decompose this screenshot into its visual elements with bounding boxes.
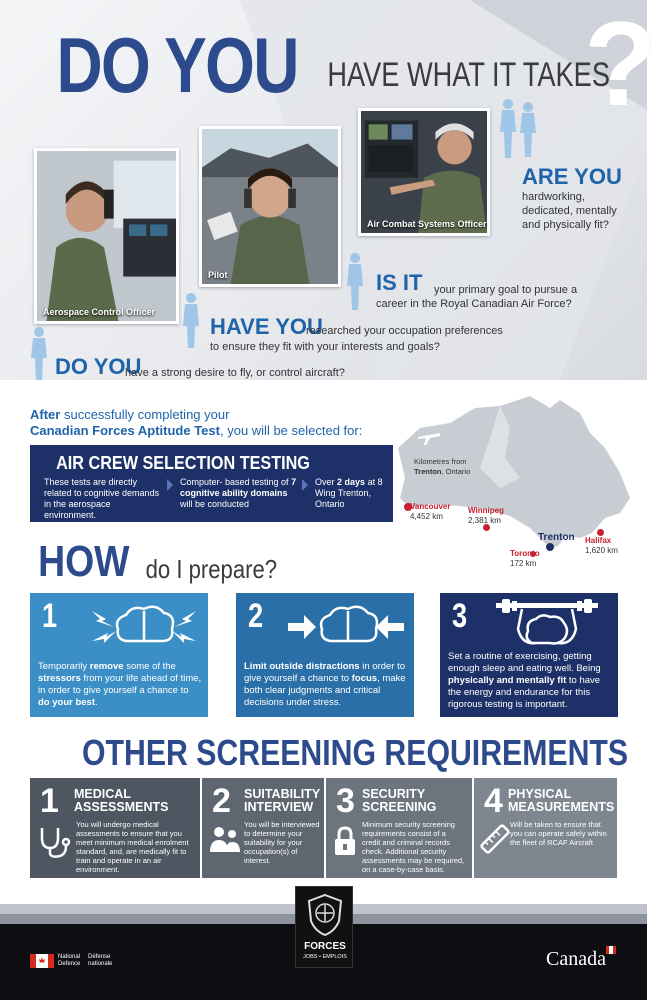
- vancouver-label: [410, 502, 450, 522]
- air-crew-selection-box: [30, 445, 393, 522]
- after-line2: , you will be selected for:: [219, 423, 363, 438]
- after-bold: After: [30, 407, 61, 422]
- have-you-text-1: researched your occupation preferences: [306, 325, 503, 337]
- c2-a: Limit outside distractions: [244, 661, 360, 672]
- is-it-text-1: your primary goal to pursue a: [434, 284, 578, 296]
- title-do-you: DO YOU: [56, 21, 298, 109]
- halifax-label: [585, 536, 618, 556]
- security-head-2: SCREENING: [362, 800, 437, 814]
- silhouette-pair-icon: [496, 98, 544, 160]
- interview-people-icon: [210, 826, 240, 854]
- acst-arrow-2: [302, 479, 308, 491]
- caption-aerospace: Aerospace Control Officer: [43, 307, 156, 317]
- nd-line-1: National: [58, 954, 81, 960]
- after-line1: successfully completing your: [63, 407, 230, 422]
- title-have-what-it-takes: HAVE WHAT IT TAKES: [327, 56, 610, 94]
- airplane-icon: [416, 427, 442, 447]
- caption-pilot: Pilot: [208, 270, 228, 280]
- lock-icon: [334, 826, 356, 856]
- c2-b: in order to give yourself a chance to: [244, 661, 406, 684]
- brain-focus-icon: [286, 601, 406, 653]
- silhouette-is-it-icon: [344, 252, 366, 310]
- medical-number: 1: [40, 782, 59, 820]
- other-screening-title: OTHER SCREENING REQUIREMENTS: [82, 732, 629, 773]
- trenton-dot: [546, 543, 554, 551]
- how-card-2-text: [244, 661, 408, 709]
- acst-col-3a: Over: [315, 477, 335, 487]
- question-mark: ?: [584, 0, 657, 131]
- physical-head-2: MEASUREMENTS: [508, 800, 615, 814]
- security-head-1: SECURITY: [362, 787, 426, 801]
- medical-head-2: ASSESSMENTS: [74, 800, 169, 814]
- do-you-text: have a strong desire to fly, or control aircraft?: [125, 367, 345, 379]
- acst-col-2: [180, 477, 298, 510]
- stethoscope-icon: [38, 826, 70, 860]
- are-you-text: hardworking, dedicated, mentally and physically fit?: [522, 191, 617, 231]
- physical-heading: [508, 788, 614, 814]
- c1-g: .: [95, 697, 98, 708]
- halifax-name: Halifax: [585, 536, 612, 545]
- acst-title: AIR CREW SELECTION TESTING: [56, 453, 310, 473]
- dn-line-1: Défense: [88, 954, 111, 960]
- c1-e: from your life ahead of time, in order to give yourself a chance to: [38, 673, 202, 696]
- have-you-text-2: to ensure they fit with your interests and goals?: [210, 341, 440, 353]
- acst-col-2c: will be conducted: [180, 499, 250, 509]
- after-title: [30, 407, 362, 439]
- photo-air-combat-systems-officer: [358, 108, 490, 236]
- c1-f: do your best: [38, 697, 96, 708]
- acst-arrow-1: [167, 479, 173, 491]
- map-caption-trenton: Trenton: [414, 467, 442, 476]
- c3-b: physically and mentally fit: [448, 675, 567, 686]
- is-it-text-2: career in the Royal Canadian Air Force?: [376, 298, 572, 310]
- canada-wordmark: Canada: [546, 948, 606, 970]
- suitability-head-2: INTERVIEW: [244, 800, 314, 814]
- medical-head-1: MEDICAL: [74, 787, 131, 801]
- screening-card-medical: [30, 778, 200, 878]
- c2-d: , make both clear judgments and critical decisions under stress.: [244, 673, 406, 708]
- how-card-1-text: [38, 661, 202, 709]
- trenton-label: Trenton: [538, 532, 575, 543]
- how-card-3-text: [448, 651, 612, 711]
- c2-c: focus: [351, 673, 378, 684]
- have-you-heading: HAVE YOU: [210, 314, 323, 339]
- suitability-head-1: SUITABILITY: [244, 787, 321, 801]
- map-caption: [414, 457, 470, 477]
- how-card-3-number: 3: [452, 597, 468, 635]
- suitability-number: 2: [212, 782, 231, 820]
- security-text: Minimum security screening requirements consist of a credit and criminal records check. Additional security assessments may be required, on a case-by-case basis.: [362, 820, 465, 874]
- how-card-1: [30, 593, 208, 717]
- how-card-1-number: 1: [42, 597, 58, 635]
- c1-c: some of the: [126, 661, 176, 672]
- physical-text: Will be taken to ensure that you can operate safely within the fleet of RCAF Aircraft: [510, 820, 607, 847]
- acst-col-1: These tests are directly related to cognitive demands in the aerospace environment.: [44, 477, 160, 520]
- are-you-heading: ARE YOU: [522, 164, 622, 189]
- medical-text: You will undergo medical assessments to ensure that you meet minimum medical enrolment standard, and, are medically fit to train and operate in an air environment.: [76, 820, 189, 874]
- screening-card-suitability: [202, 778, 324, 878]
- screening-card-security: [326, 778, 472, 878]
- c3-c: to have the energy and endurance for this rigorous testing is important.: [448, 675, 601, 710]
- silhouette-do-you-icon: [28, 326, 50, 380]
- how-card-2-number: 2: [248, 597, 264, 635]
- security-number: 3: [336, 782, 355, 820]
- screening-card-physical: [474, 778, 617, 878]
- photo-aerospace-control-officer: [34, 148, 179, 324]
- map-caption-1: Kilometres from: [414, 457, 467, 466]
- nd-line-2: Defence: [58, 961, 81, 967]
- acst-col-2a: Computer- based testing of: [180, 477, 289, 487]
- brain-fitness-icon: [492, 599, 602, 651]
- forces-badge[interactable]: [295, 886, 353, 968]
- c1-b: remove: [89, 661, 124, 672]
- suitability-heading: [244, 788, 320, 814]
- canada-wordmark-flag-icon: [606, 946, 616, 954]
- jobs-label: JOBS • EMPLOIS: [303, 954, 347, 960]
- acst-col-3c: at 8 Wing Trenton, Ontario: [315, 477, 383, 509]
- silhouette-have-you-icon: [180, 292, 202, 348]
- do-you-heading: DO YOU: [55, 354, 142, 379]
- how-subtitle: do I prepare?: [145, 554, 278, 584]
- toronto-km: 172 km: [510, 559, 537, 568]
- physical-number: 4: [484, 782, 503, 820]
- how-title: HOW: [38, 537, 130, 586]
- forces-crest-icon: [307, 893, 343, 937]
- vancouver-name: Vancouver: [410, 502, 451, 511]
- cfat-name: Canadian Forces Aptitude Test: [30, 423, 220, 438]
- how-card-2: [236, 593, 414, 717]
- acst-col-3: [315, 477, 389, 510]
- toronto-label: [510, 549, 540, 569]
- physical-head-1: PHYSICAL: [508, 787, 572, 801]
- medical-heading: [74, 788, 168, 814]
- suitability-text: You will be interviewed to determine your suitability for your occupation(s) of interest.: [244, 820, 320, 865]
- caption-acso: Air Combat Systems Officer: [367, 219, 487, 229]
- dn-line-2: nationale: [88, 961, 113, 967]
- forces-label: FORCES: [304, 941, 346, 952]
- winnipeg-km: 2,381 km: [468, 516, 501, 525]
- map-caption-2: , Ontario: [441, 467, 471, 476]
- acst-col-3b: 2 days: [337, 477, 366, 487]
- photo-pilot: [199, 126, 341, 287]
- halifax-dot: [597, 529, 604, 536]
- how-card-3: [440, 593, 618, 717]
- winnipeg-name: Winnipeg: [468, 506, 504, 515]
- security-heading: [362, 788, 436, 814]
- measuring-tape-icon: [482, 826, 508, 852]
- winnipeg-label: [468, 506, 504, 526]
- brain-stress-icon: [86, 601, 202, 653]
- toronto-name: Toronto: [510, 549, 540, 558]
- vancouver-km: 4,452 km: [410, 512, 443, 521]
- national-defence-wordmark: [58, 954, 112, 968]
- halifax-km: 1,620 km: [585, 546, 618, 555]
- acst-col-2b: 7 cognitive ability domains: [180, 477, 297, 498]
- c1-a: Temporarily: [38, 661, 88, 672]
- c3-a: Set a routine of exercising, getting enough sleep and eating well. Being: [448, 651, 601, 674]
- c1-d: stressors: [38, 673, 81, 684]
- is-it-heading: IS IT: [376, 270, 423, 295]
- canada-flag-icon: [30, 954, 54, 968]
